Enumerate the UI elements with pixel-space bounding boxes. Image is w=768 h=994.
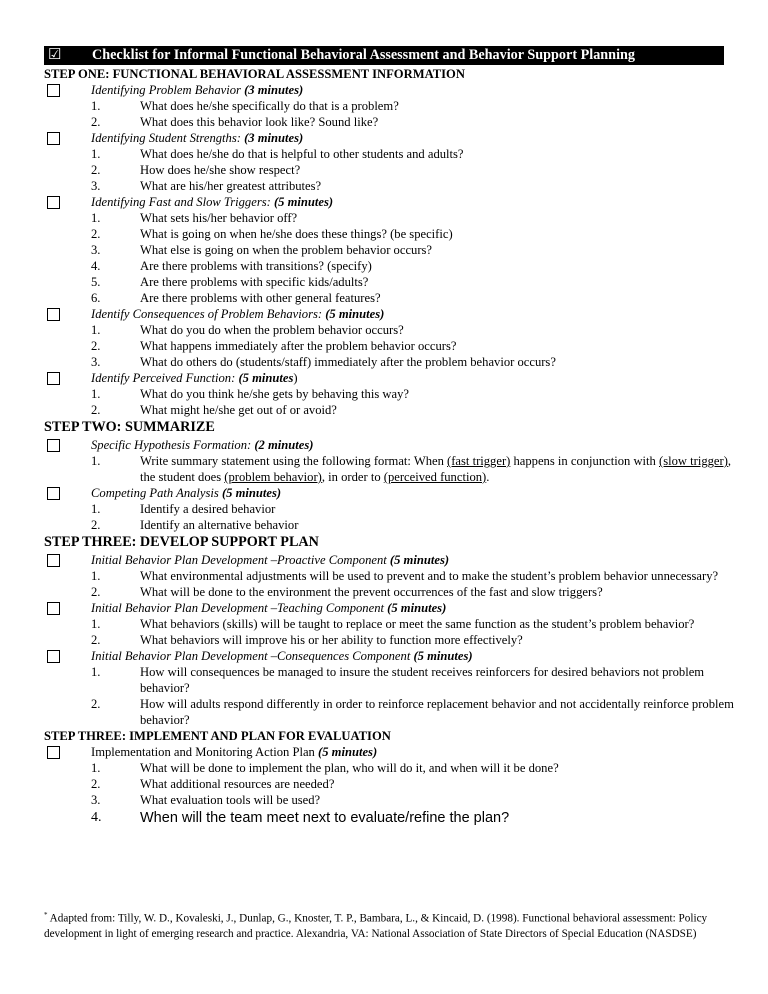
section-title: Implementation and Monitoring Action Plan (5 minutes) (91, 745, 378, 759)
list-item: 1. What environmental adjustments will be used to prevent and to make the student’s problem behavior unnecessary? (91, 569, 719, 583)
list-item: 2. Identify an alternative behavior (91, 518, 299, 532)
section-hypothesis (44, 437, 734, 485)
checkbox[interactable] (47, 132, 60, 145)
checkbox[interactable] (47, 554, 60, 567)
checkbox[interactable] (47, 308, 60, 321)
document-title: Checklist for Informal Functional Behavioral Assessment and Behavior Support Planning (92, 47, 635, 63)
list-item: 1. What sets his/her behavior off? (91, 211, 298, 225)
section-proactive (44, 552, 734, 600)
list-item: 2. What happens immediately after the problem behavior occurs? (91, 339, 457, 353)
section-consequences (44, 306, 734, 370)
section-perceived-function (44, 370, 734, 418)
list-item: 2. What is going on when he/she does these things? (be specific) (91, 227, 453, 241)
checked-box-icon: ☑ (48, 47, 62, 63)
footnote: * Adapted from: Tilly, W. D., Kovaleski, J., Dunlap, G., Knoster, T. P., Bambara, L., & Kincaid, D. (1998). Functional behavioral assessment: Policy development in light of emerging research and practice. Alexandria, VA: National Association of State Directors of Special Education (NASDSE) (44, 911, 708, 940)
list-item: 1. What will be done to implement the plan, who will do it, and when will it be done? (91, 761, 559, 775)
list-item: 1. Identify a desired behavior (91, 502, 276, 516)
section-consequences-component (44, 648, 734, 728)
section-triggers (44, 194, 734, 306)
section-teaching (44, 600, 734, 648)
list-item: 2. What behaviors will improve his or her ability to function more effectively? (91, 633, 523, 647)
list-item: 1. What do you think he/she gets by behaving this way? (91, 387, 409, 401)
list-item: 2. How does he/she show respect? (91, 163, 301, 177)
checkbox[interactable] (47, 84, 60, 97)
section-title: Initial Behavior Plan Development –Proactive Component (5 minutes) (91, 553, 450, 567)
list-item: 3. What do others do (students/staff) immediately after the problem behavior occurs? (91, 355, 556, 369)
list-item: 3. What are his/her greatest attributes? (91, 179, 322, 193)
list-item: 1. How will consequences be managed to insure the student receives reinforcers for desired behaviors not problem behavior? (91, 665, 705, 695)
section-implementation (44, 744, 734, 828)
list-item: 3. What evaluation tools will be used? (91, 793, 321, 807)
section-problem-behavior (44, 82, 734, 130)
list-item: 1. What does he/she specifically do that is a problem? (91, 99, 399, 113)
checkbox[interactable] (47, 439, 60, 452)
section-title: Initial Behavior Plan Development –Consequences Component (5 minutes) (91, 649, 473, 663)
checkbox[interactable] (47, 487, 60, 500)
step-one-heading: STEP ONE: FUNCTIONAL BEHAVIORAL ASSESSMENT INFORMATION (44, 67, 465, 81)
list-item: 2. What will be done to the environment the prevent occurrences of the fast and slow triggers? (91, 585, 603, 599)
list-item: 4. When will the team meet next to evaluate/refine the plan? (91, 810, 510, 826)
list-item: 2. What does this behavior look like? Sound like? (91, 115, 379, 129)
checkbox[interactable] (47, 650, 60, 663)
section-title: Identifying Problem Behavior (3 minutes) (91, 83, 304, 97)
section-competing-path (44, 485, 734, 533)
checkbox[interactable] (47, 196, 60, 209)
section-title: Identify Perceived Function: (5 minutes) (91, 371, 298, 385)
checkbox[interactable] (47, 372, 60, 385)
section-student-strengths (44, 130, 734, 194)
list-item: 3. What else is going on when the problem behavior occurs? (91, 243, 433, 257)
checklist-content (44, 66, 734, 828)
section-title: Identifying Fast and Slow Triggers: (5 minutes) (91, 195, 334, 209)
list-item: 2. How will adults respond differently in order to reinforce replacement behavior and not accidentally reinforce problem behavior? (91, 697, 734, 727)
title-bar (44, 46, 724, 65)
list-item: 2. What might he/she get out of or avoid? (91, 403, 337, 417)
section-title: Specific Hypothesis Formation: (2 minutes) (91, 438, 314, 452)
list-item: 5. Are there problems with specific kids/adults? (91, 275, 369, 289)
list-item: 6. Are there problems with other general features? (91, 291, 381, 305)
step-three-heading: STEP THREE: DEVELOP SUPPORT PLAN (44, 534, 319, 550)
section-title: Identify Consequences of Problem Behaviors: (5 minutes) (91, 307, 385, 321)
list-item: 1. What behaviors (skills) will be taught to replace or meet the same function as the student’s problem behavior? (91, 617, 695, 631)
section-title: Competing Path Analysis (5 minutes) (91, 486, 282, 500)
section-title: Identifying Student Strengths: (3 minutes) (91, 131, 304, 145)
checkbox[interactable] (47, 746, 60, 759)
step-implement-heading: STEP THREE: IMPLEMENT AND PLAN FOR EVALUATION (44, 729, 391, 743)
list-item: 4. Are there problems with transitions? (specify) (91, 259, 372, 273)
section-title: Initial Behavior Plan Development –Teaching Component (5 minutes) (91, 601, 447, 615)
list-item: 1. What do you do when the problem behavior occurs? (91, 323, 404, 337)
step-two-heading: STEP TWO: SUMMARIZE (44, 419, 215, 435)
list-item: 1. What does he/she do that is helpful to other students and adults? (91, 147, 464, 161)
list-item: 1. Write summary statement using the following format: When (fast trigger) happens in conjunction with (slow trigger), the student does (problem behavior), in order to (perceived function). (91, 454, 732, 484)
list-item: 2. What additional resources are needed? (91, 777, 335, 791)
checkbox[interactable] (47, 602, 60, 615)
